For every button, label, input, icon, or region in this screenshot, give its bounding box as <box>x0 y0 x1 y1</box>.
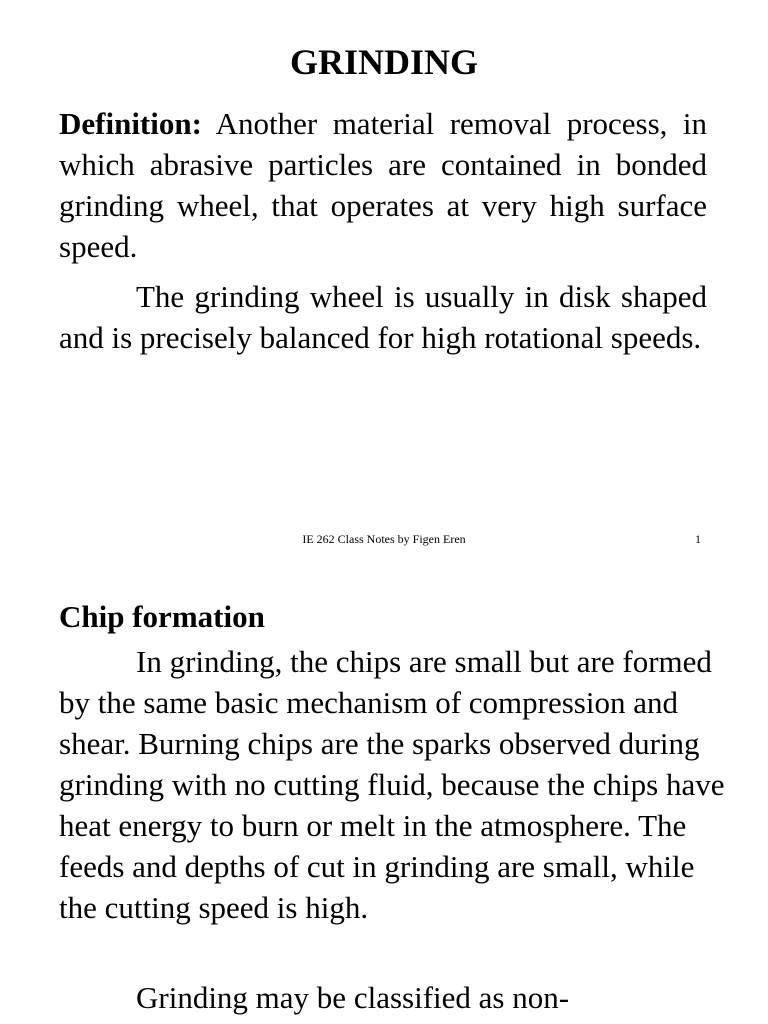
chip-formation-paragraph: In grinding, the chips are small but are formed by the same basic mechanism of compression and shear. Burning chips are the sparks observed during grinding with no cutting fluid, because the chips have heat energy to burn or melt in the atmosphere. The feeds and depths of cut in grinding are small, while the cutting speed is high. <box>59 644 725 925</box>
section-heading: Chip formation <box>59 599 265 634</box>
slide-page-2 <box>0 560 768 1024</box>
definition-label: Definition: <box>59 106 202 141</box>
definition-paragraph <box>59 103 707 267</box>
page-number: 1 <box>695 532 701 546</box>
classification-paragraph: Grinding may be classified as non- <box>136 980 570 1015</box>
page-title: GRINDING <box>289 42 478 82</box>
grinding-wheel-paragraph: The grinding wheel is usually in disk shaped and is precisely balanced for high rotational speeds. <box>59 279 707 355</box>
footer-caption: IE 262 Class Notes by Figen Eren <box>302 532 466 546</box>
definition-text: Another material removal process, in which abrasive particles are contained in bonded grinding wheel, that operates at very high surface speed. <box>59 106 707 264</box>
